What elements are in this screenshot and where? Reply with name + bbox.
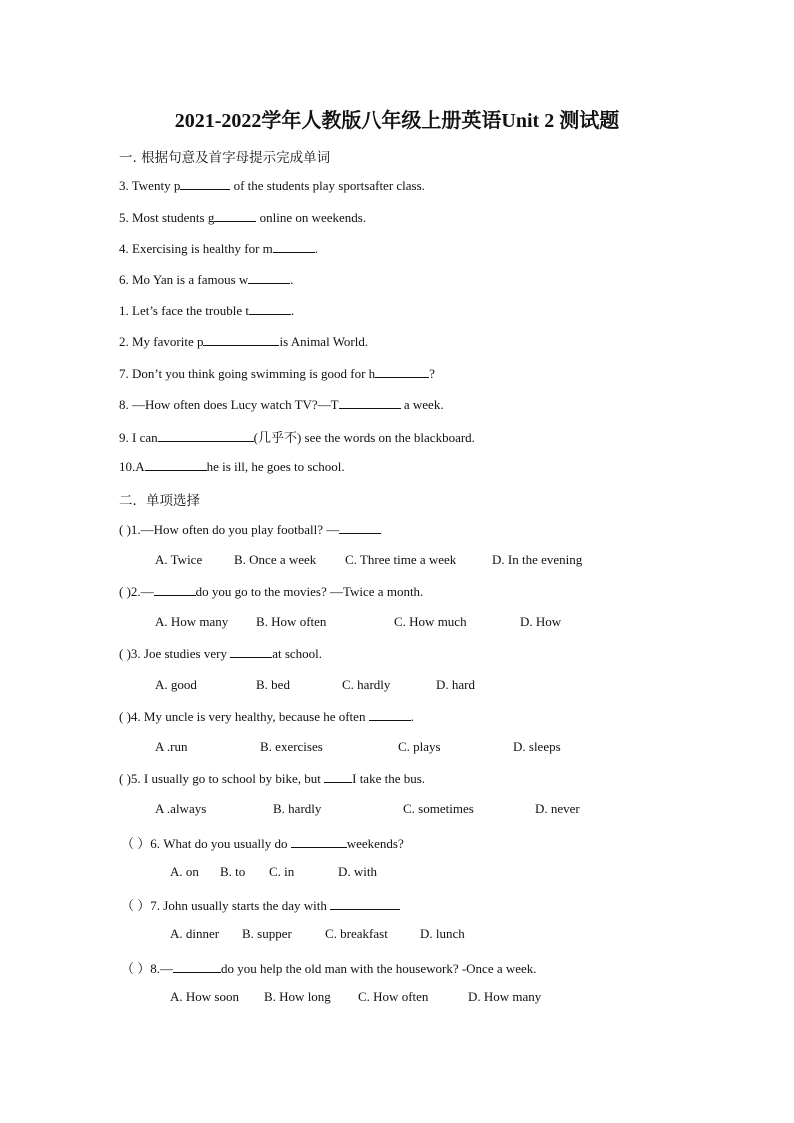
page-title: 2021-2022学年人教版八年级上册英语Unit 2 测试题	[174, 110, 620, 132]
answer-blank	[339, 521, 381, 534]
question-stem: ( )3. Joe studies very at school.	[119, 646, 323, 661]
option-d[interactable]: D. sleeps	[513, 739, 561, 754]
option-c[interactable]: C. sometimes	[403, 801, 474, 816]
answer-paren[interactable]: ( )	[119, 522, 131, 537]
option-b[interactable]: B. hardly	[273, 801, 322, 816]
fill-item: 9. I can (几乎不) see the words on the blackboard.	[119, 430, 475, 445]
section1-heading: 一. 根据句意及首字母提示完成单词	[119, 150, 331, 166]
answer-blank[interactable]	[249, 302, 291, 315]
option-b[interactable]: B. exercises	[260, 739, 323, 754]
answer-blank	[173, 960, 221, 973]
option-a[interactable]: A. How soon	[170, 989, 239, 1004]
option-a[interactable]: A. good	[155, 677, 197, 692]
option-c[interactable]: C. Three time a week	[345, 552, 457, 567]
option-a[interactable]: A. Twice	[155, 552, 203, 567]
option-d[interactable]: D. In the evening	[492, 552, 583, 567]
answer-blank[interactable]	[248, 271, 290, 284]
answer-paren[interactable]: ( )	[119, 584, 131, 599]
option-d[interactable]: D. hard	[436, 677, 475, 692]
option-a[interactable]: A .run	[155, 739, 188, 754]
option-d[interactable]: D. never	[535, 801, 580, 816]
answer-blank[interactable]	[214, 209, 256, 222]
answer-blank	[154, 583, 196, 596]
option-c[interactable]: C. How much	[394, 614, 467, 629]
option-d[interactable]: D. How many	[468, 989, 542, 1004]
fill-item: 2. My favorite p is Animal World.	[119, 334, 369, 349]
question-stem: ( )5. I usually go to school by bike, but I take the bus.	[119, 771, 426, 786]
answer-paren[interactable]: ( )	[119, 646, 131, 661]
option-b[interactable]: B. supper	[242, 926, 292, 941]
option-b[interactable]: B. Once a week	[234, 552, 317, 567]
option-c[interactable]: C. breakfast	[325, 926, 388, 941]
answer-blank[interactable]	[339, 396, 401, 409]
option-b[interactable]: B. bed	[256, 677, 290, 692]
answer-blank[interactable]	[145, 458, 207, 471]
option-b[interactable]: B. to	[220, 864, 246, 879]
answer-blank	[324, 770, 352, 783]
answer-blank[interactable]	[203, 333, 279, 346]
answer-blank[interactable]	[375, 365, 429, 378]
option-d[interactable]: D. with	[338, 864, 377, 879]
fill-item: 5. Most students g online on weekends.	[119, 210, 367, 225]
fill-item: 6. Mo Yan is a famous w .	[119, 272, 294, 287]
option-c[interactable]: C. in	[269, 864, 295, 879]
question-stem: （ ）6. What do you usually do weekends?	[121, 836, 404, 851]
fill-item: 4. Exercising is healthy for m .	[119, 241, 319, 256]
answer-paren[interactable]: （ ）	[121, 836, 151, 851]
fill-item: 1. Let’s face the trouble t .	[119, 303, 295, 318]
answer-blank	[230, 645, 272, 658]
fill-item: 3. Twenty p of the students play sportsafter class.	[119, 178, 425, 193]
option-b[interactable]: B. How often	[256, 614, 327, 629]
answer-blank[interactable]	[273, 240, 315, 253]
answer-blank	[369, 708, 411, 721]
answer-blank	[330, 897, 400, 910]
option-d[interactable]: D. lunch	[420, 926, 465, 941]
option-c[interactable]: C. plays	[398, 739, 441, 754]
option-a[interactable]: A. How many	[155, 614, 229, 629]
question-stem: （ ）7. John usually starts the day with	[121, 895, 400, 914]
option-c[interactable]: C. How often	[358, 989, 429, 1004]
question-stem: ( )4. My uncle is very healthy, because he often .	[119, 709, 414, 724]
answer-paren[interactable]: ( )	[119, 771, 131, 786]
answer-paren[interactable]: （ ）	[121, 961, 151, 976]
option-a[interactable]: A .always	[155, 801, 207, 816]
option-c[interactable]: C. hardly	[342, 677, 391, 692]
option-d[interactable]: D. How	[520, 614, 562, 629]
answer-blank[interactable]	[180, 177, 230, 190]
fill-item: 10.A he is ill, he goes to school.	[119, 459, 345, 474]
option-a[interactable]: A. dinner	[170, 926, 220, 941]
answer-paren[interactable]: ( )	[119, 709, 131, 724]
option-b[interactable]: B. How long	[264, 989, 331, 1004]
fill-item: 7. Don’t you think going swimming is good for h ?	[119, 366, 435, 381]
question-stem: ( )1.—How often do you play football? —	[119, 521, 381, 538]
option-a[interactable]: A. on	[170, 864, 199, 879]
fill-item: 8. —How often does Lucy watch TV?—T a week.	[119, 397, 444, 412]
question-stem: （ ）8.— do you help the old man with the housework? -Once a week.	[121, 961, 537, 976]
answer-blank[interactable]	[158, 429, 254, 442]
section2-heading: 二．单项选择	[119, 493, 200, 509]
question-stem: ( )2.— do you go to the movies? —Twice a month.	[119, 584, 424, 599]
answer-blank	[291, 835, 347, 848]
answer-paren[interactable]: （ ）	[121, 898, 151, 913]
